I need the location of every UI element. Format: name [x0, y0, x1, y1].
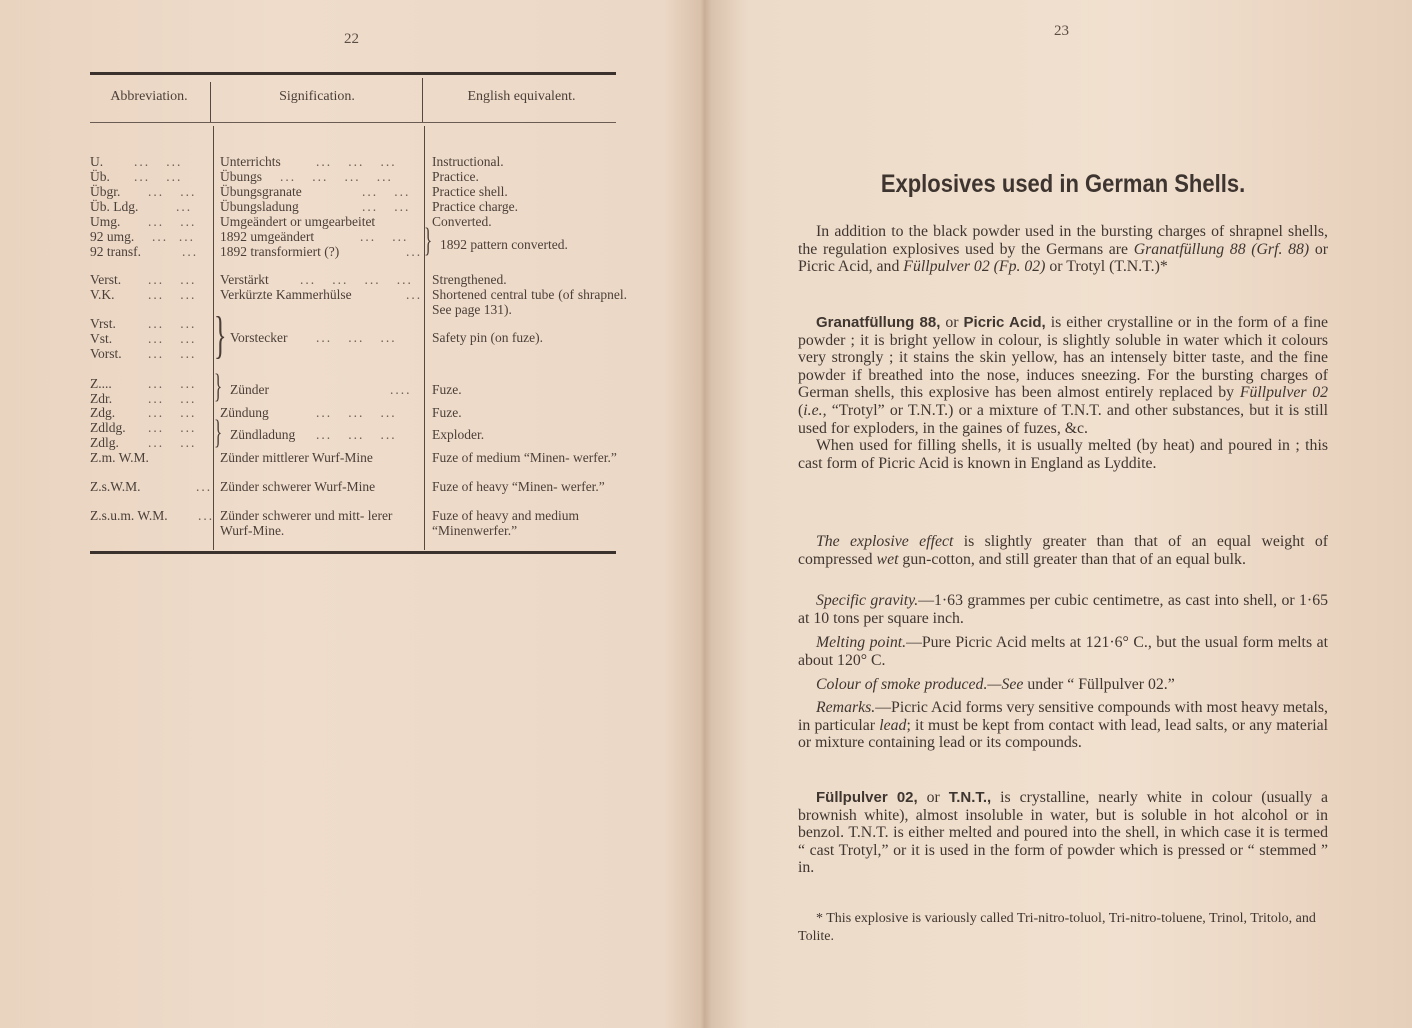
header-divider-2 — [422, 78, 423, 122]
picric-text-1: is either crystalline or in the form of a fine powder ; it is bright yellow in colour, is slightly soluble in water which it colours very strongly ; it stains the skin yellow, has an intensely bitter taste, and the fine powder if breathed into the nose, induces sneezing. For the bursting charges of German shells, this explosive has been almost entirely replaced by — [798, 314, 1328, 402]
row-eng: Shortened central tube (of shrapnel. See page 131). — [432, 287, 627, 317]
picric-term-fp: Füllpulver 02 — [1239, 384, 1328, 402]
row-abbr: Verst. — [90, 272, 122, 287]
row-sig: 1892 transformiert (?) — [220, 244, 340, 259]
row-abbr: Zdg. — [90, 405, 116, 420]
intro-term-fp: Füllpulver 02 (Fp. 02) — [903, 258, 1046, 276]
footnote — [798, 910, 1328, 946]
row-abbr: 92 umg. — [90, 229, 135, 244]
row-eng: Fuze. — [432, 405, 462, 420]
row-abbr: Z.s.W.M. — [90, 479, 141, 494]
header-bottom-rule — [90, 122, 616, 123]
remarks-text-2: ; it must be kept from contact with lead, lead salts, or any material or mixture containing lead or its compounds. — [798, 716, 1328, 752]
row-eng: Practice charge. — [432, 199, 518, 214]
row-abbr: Z.m. W.M. — [90, 450, 149, 465]
leader-dots: ... ... — [148, 287, 197, 302]
row-abbr: Üb. Ldg. — [90, 199, 139, 214]
picric-text-or: or — [945, 314, 959, 331]
brace-symbol: } — [424, 222, 433, 259]
abbreviation-table — [90, 72, 627, 556]
leader-dots: ... ... — [360, 229, 409, 244]
row-sig: Unterrichts — [220, 154, 281, 169]
paragraph-tnt — [798, 789, 1328, 877]
row-eng: Fuze of heavy and medium “Minenwerfer.” — [432, 508, 579, 538]
leader-dots: .... — [390, 382, 412, 397]
paragraph-picric — [798, 314, 1328, 472]
paragraph-smoke — [798, 676, 1328, 694]
paragraph-intro — [798, 223, 1328, 276]
row-sig: Zündladung — [230, 427, 296, 442]
row-sig: Verstärkt — [220, 272, 269, 287]
row-sig: Übungsladung — [220, 199, 299, 214]
page-number-left: 22 — [344, 31, 359, 47]
header-divider-1 — [210, 82, 211, 122]
row-eng: Converted. — [432, 214, 492, 229]
gravity-term: Specific gravity. — [816, 592, 919, 609]
row-sig: Zünder — [230, 382, 269, 397]
remarks-term: Remarks. — [816, 699, 876, 716]
leader-dots: ... ... ... ... — [280, 169, 393, 184]
row-eng: Strengthened. — [432, 272, 507, 287]
leader-dots: ... ... ... ... — [300, 272, 413, 287]
table-bottom-rule — [90, 551, 616, 554]
brace-symbol: } — [214, 368, 223, 405]
row-sig: Zünder mittlerer Wurf-Mine — [220, 450, 373, 465]
leader-dots: ... ... — [148, 346, 197, 361]
right-page — [706, 0, 1412, 1028]
row-eng: Exploder. — [432, 427, 485, 442]
row-abbr: V.K. — [90, 287, 115, 302]
row-sig: Übungsgranate — [220, 184, 302, 199]
leader-dots: ... — [406, 287, 423, 302]
leader-dots: ... ... ... — [316, 154, 397, 169]
intro-text-a: In addition to the black powder used in the bursting charges of shrapnel shells, the regulation explosives used by the Germans are — [798, 223, 1328, 258]
footnote-text: * This explosive is variously called Tri-nitro-toluol, Tri-nitro-toluene, Trinol, Tritolo, and Tolite. — [798, 911, 1316, 944]
leader-dots: ... — [198, 508, 215, 523]
intro-term-grf: Granatfüllung 88 (Grf. 88) — [1133, 240, 1310, 258]
row-abbr: Vrst. — [90, 316, 116, 331]
row-abbr: Vorst. — [90, 346, 122, 361]
row-eng: Safety pin (on fuze). — [432, 330, 543, 345]
intro-text-e: or Trotyl (T.N.T.)* — [1049, 258, 1168, 276]
row-abbr: Zdlg. — [90, 435, 119, 450]
row-abbr: U. — [90, 154, 104, 169]
row-abbr: Z.s.u.m. W.M. — [90, 508, 168, 523]
row-abbr: Umg. — [90, 214, 121, 229]
header-abbreviation: Abbreviation. — [110, 89, 188, 104]
page-number-right: 23 — [1054, 23, 1069, 39]
column-divider-2 — [424, 126, 425, 550]
row-abbr: Zdldg. — [90, 420, 126, 435]
row-abbr: 92 transf. — [90, 244, 141, 259]
leader-dots: ... ... — [148, 184, 197, 199]
row-abbr: Vst. — [90, 331, 113, 346]
paragraph-effect — [798, 533, 1328, 568]
row-eng: Practice. — [432, 169, 479, 184]
effect-term: The explosive effect — [816, 533, 954, 550]
row-sig: Umgeändert or umgearbeitet — [220, 214, 376, 229]
intro-text-c: or Picric Acid, and — [798, 240, 1328, 276]
row-sig: Zünder schwerer und mitt- lerer Wurf-Mine. — [220, 508, 393, 538]
leader-dots: ... ... — [148, 214, 197, 229]
row-eng: 1892 pattern converted. — [440, 237, 568, 252]
row-eng: Instructional. — [432, 154, 504, 169]
leader-dots: ... — [176, 199, 193, 214]
row-sig: Übungs — [220, 169, 263, 184]
leader-dots: ... ... — [148, 331, 197, 346]
leader-dots: ... — [406, 244, 423, 259]
leader-dots: ... ... — [134, 169, 183, 184]
leader-dots: ... ... — [148, 435, 197, 450]
page-title: Explosives used in German Shells. — [880, 170, 1246, 198]
picric-term-ie: i.e., — [803, 401, 827, 419]
effect-term-wet: wet — [876, 550, 899, 568]
tnt-text-or: or — [926, 789, 940, 806]
remarks-text-1: —Picric Acid forms very sensitive compounds with most heavy metals, in particular — [798, 699, 1329, 734]
smoke-text: under “ Füllpulver 02.” — [1027, 676, 1175, 693]
leader-dots: ... ... ... — [316, 405, 397, 420]
leader-dots: ... ... — [148, 376, 197, 391]
gravity-text: —1·63 grammes per cubic centimetre, as cast into shell, or 1·65 at 10 tons per square inch. — [798, 592, 1328, 627]
leader-dots: ... ... — [148, 316, 197, 331]
leader-dots: ... ... — [152, 229, 195, 244]
heading-granatfullung: Granatfüllung 88, — [816, 314, 941, 331]
row-eng: Fuze. — [432, 382, 462, 397]
paragraph-gravity — [798, 592, 1328, 627]
row-sig: 1892 umgeändert — [220, 229, 315, 244]
remarks-term-lead: lead — [879, 716, 907, 734]
header-english: English equivalent. — [467, 89, 576, 104]
leader-dots: ... — [196, 479, 213, 494]
tnt-text: is crystalline, nearly white in colour (usually a brownish white), almost insoluble in water, but is soluble in hot alcohol or in benzol. T.N.T. is either melted and poured into the shell, in which case it is termed “ cast Trotyl,” or it is used in the form of powder which is pressed or “ stemmed ” in. — [798, 789, 1329, 877]
table-top-rule — [90, 72, 616, 75]
melting-term: Melting point. — [816, 634, 907, 651]
effect-text-1: is slightly greater than that of an equal weight of compressed — [798, 533, 1329, 568]
brace-symbol: } — [214, 307, 227, 364]
smoke-term: Colour of smoke produced.—See — [816, 676, 1024, 693]
left-page — [0, 0, 700, 1028]
melting-text: —Pure Picric Acid melts at 121·6° C., but the usual form melts at about 120° C. — [798, 634, 1329, 669]
leader-dots: ... ... — [148, 272, 197, 287]
row-abbr: Übgr. — [90, 184, 121, 199]
leader-dots: ... ... — [362, 184, 411, 199]
picric-text-2: “Trotyl” or T.N.T.) or a mixture of T.N.T. and other substances, but it is still used for exploders, in the gaines of fuzes, &c. — [798, 401, 1329, 437]
effect-text-2: gun-cotton, and still greater than that of an equal bulk. — [902, 550, 1246, 568]
picric-text-paren: ( — [798, 401, 804, 419]
leader-dots: ... ... — [148, 420, 197, 435]
header-signification: Signification. — [279, 89, 355, 104]
row-sig: Zünder schwerer Wurf-Mine — [220, 479, 376, 494]
row-eng: Fuze of medium “Minen- werfer.” — [432, 450, 617, 465]
paragraph-remarks — [798, 699, 1328, 752]
leader-dots: ... ... — [362, 199, 411, 214]
row-abbr: Üb. — [90, 169, 110, 184]
leader-dots: ... ... ... — [316, 427, 397, 442]
leader-dots: ... — [182, 244, 199, 259]
heading-fullpulver: Füllpulver 02, — [816, 789, 918, 806]
row-sig: Vorstecker — [230, 330, 288, 345]
row-abbr: Zdr. — [90, 391, 113, 406]
leader-dots: ... ... — [148, 391, 197, 406]
paragraph-melting — [798, 634, 1328, 669]
brace-symbol: } — [214, 414, 223, 451]
row-eng: Practice shell. — [432, 184, 508, 199]
leader-dots: ... ... ... — [316, 330, 397, 345]
leader-dots: ... ... — [148, 405, 197, 420]
paragraph-lyddite: When used for filling shells, it is usually melted (by heat) and poured in ; this cast form of Picric Acid is known in England as Lyddite. — [798, 437, 1328, 472]
row-eng: Fuze of heavy “Minen- werfer.” — [432, 479, 605, 494]
row-sig: Verkürzte Kammerhülse — [220, 287, 352, 302]
heading-tnt: T.N.T., — [948, 789, 992, 806]
row-sig: Zündung — [220, 405, 269, 420]
leader-dots: ... ... — [134, 154, 183, 169]
row-abbr: Z.... — [90, 376, 112, 391]
heading-picric-acid: Picric Acid, — [963, 314, 1046, 331]
